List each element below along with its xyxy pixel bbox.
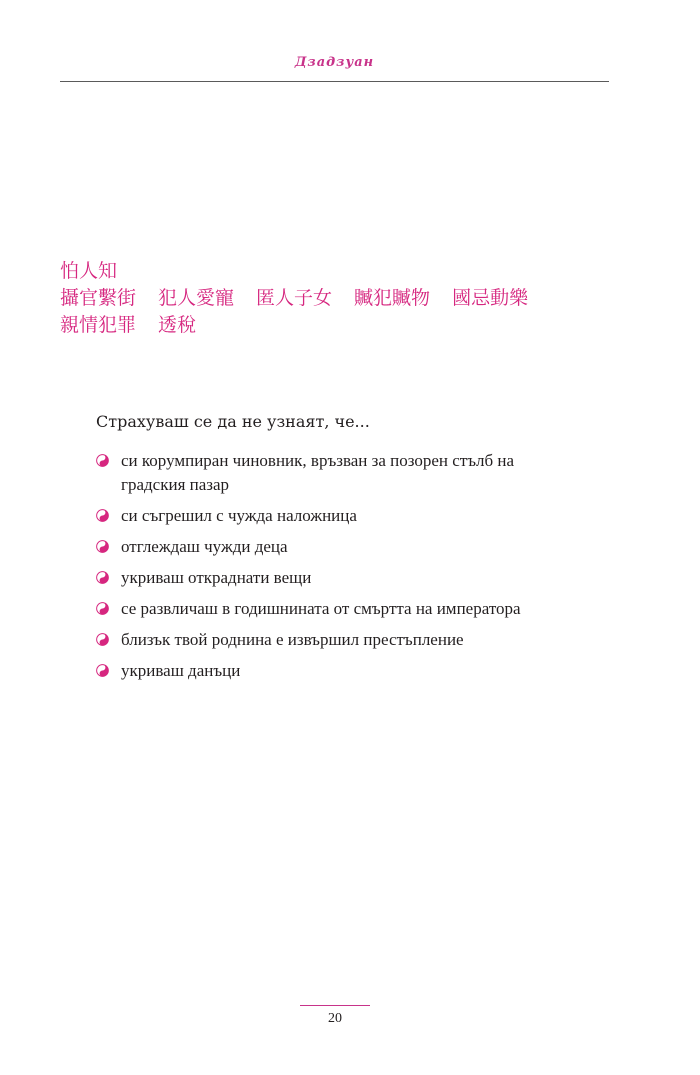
list-item-text: укриваш данъци [121,661,241,680]
yin-yang-icon [96,664,109,677]
list-item [96,566,616,590]
yin-yang-icon [96,540,109,553]
yin-yang-icon [96,454,109,467]
bullet-list [96,449,616,690]
chinese-characters-block [60,258,620,339]
chinese-phrase: 國忌動樂 [452,287,529,309]
list-item [96,659,616,683]
chinese-line-2 [60,285,620,312]
yin-yang-icon [96,633,109,646]
yin-yang-icon [96,509,109,522]
list-item [96,628,616,652]
list-item-text: близък твой роднина е извършил престъпление [121,630,464,649]
chinese-phrase: 親情犯罪 [60,314,137,336]
folio-rule [300,1005,370,1006]
chinese-phrase: 贓犯贓物 [354,287,431,309]
page-number: 20 [328,1011,342,1026]
list-item-text: си корумпиран чиновник, връзван за позорен стълб на [121,451,515,470]
running-head: Дзадзуан [294,55,375,70]
chinese-phrase: 透稅 [158,314,197,336]
list-item-text: отглеждаш чужди деца [121,537,288,556]
list-item [96,504,616,528]
list-item-text: укриваш откраднати вещи [121,568,312,587]
chinese-title: 怕人知 [60,260,118,282]
chinese-phrase: 匿人子女 [256,287,333,309]
list-item [96,449,616,497]
list-item [96,535,616,559]
intro-text: Страхуваш се да не узнаят, че... [96,412,370,431]
yin-yang-icon [96,602,109,615]
list-item-text: си съгрешил с чужда наложница [121,506,357,525]
list-item-text: се развличаш в годишнината от смъртта на императора [121,599,521,618]
chinese-line-3 [60,312,620,339]
list-item [96,597,616,621]
chinese-phrase: 犯人愛寵 [158,287,235,309]
chinese-phrase: 攝官繫街 [60,287,137,309]
yin-yang-icon [96,571,109,584]
header-rule [60,81,609,82]
list-item-text-continued: градския пазар [121,475,230,494]
